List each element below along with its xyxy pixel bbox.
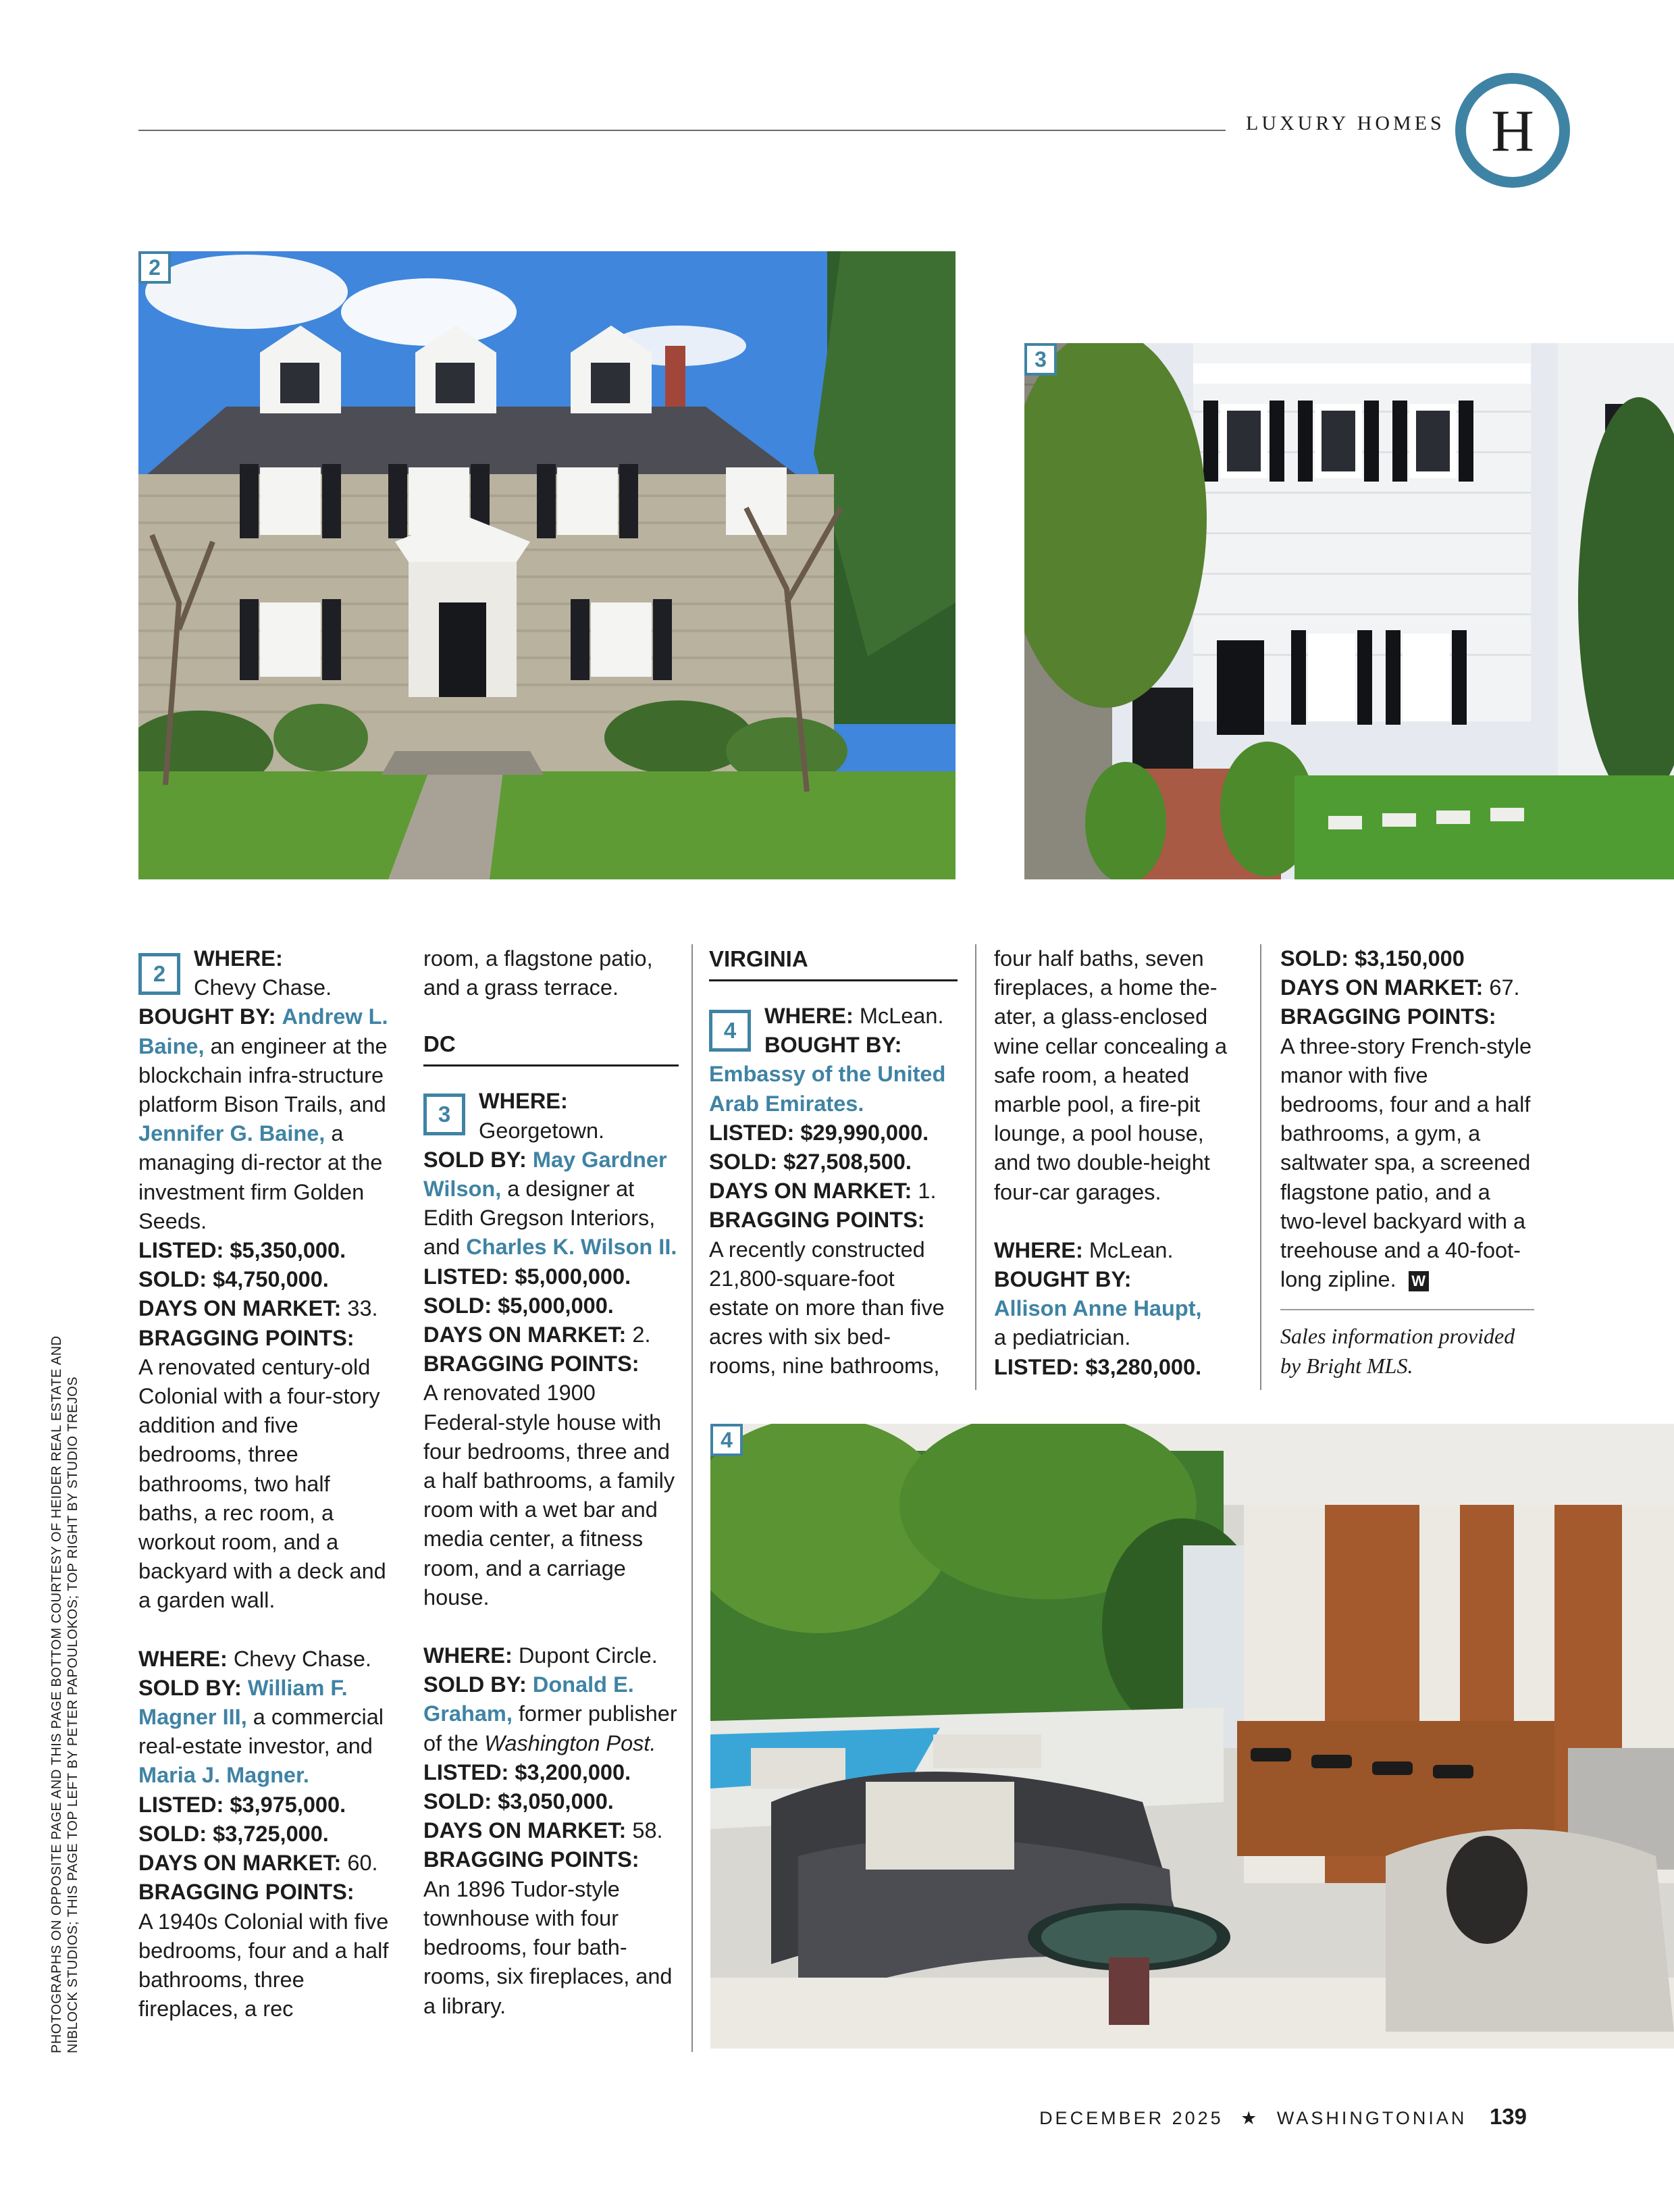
listing-column-1 <box>138 944 395 2024</box>
buyer-name: Embassy of the United Arab Emirates. <box>709 1062 946 1116</box>
sold-price: $5,000,000. <box>498 1293 614 1318</box>
star-separator: ★ <box>1240 2108 1260 2128</box>
label-where: WHERE: <box>994 1237 1083 1262</box>
seller-description: former publisher of the <box>423 1701 677 1755</box>
label-days-on-market: DAYS ON MARKET: <box>709 1179 912 1204</box>
label-bragging-points: BRAGGING POINTS: <box>423 1847 639 1872</box>
page-number: 139 <box>1489 2104 1527 2129</box>
listing-column-4 <box>994 944 1245 1382</box>
listing-column-5 <box>1280 944 1534 1381</box>
label-sold: SOLD: <box>138 1821 207 1846</box>
where-value: Chevy Chase. <box>194 975 332 1000</box>
label-days-on-market: DAYS ON MARKET: <box>423 1818 627 1843</box>
listed-price: $5,000,000. <box>515 1264 631 1289</box>
label-listed: LISTED: <box>138 1792 224 1817</box>
bragging-text: A renovated 1900 Federal-style house with four bedrooms, three and a half bathrooms, a family room with a wet bar and media center, a fitness room, and a carriage house. <box>423 1381 675 1610</box>
seller-name: Charles K. Wilson II. <box>466 1235 677 1260</box>
bragging-text-continued: room, a flagstone patio, and a grass terrace. <box>423 946 653 1000</box>
buyer-description: an engineer at the blockchain infra-structure platform Bison Trails, and <box>138 1033 388 1117</box>
label-bragging-points: BRAGGING POINTS: <box>709 1208 925 1233</box>
label-bought-by: BOUGHT BY: <box>994 1267 1132 1292</box>
label-days-on-market: DAYS ON MARKET: <box>138 1851 342 1876</box>
label-listed: LISTED: <box>994 1354 1080 1379</box>
seller-description: a designer at Edith Gregson Interiors, and <box>423 1177 656 1260</box>
seller-name: Donald E. Graham, <box>423 1672 634 1726</box>
days-value: 33. <box>347 1296 378 1321</box>
label-bought-by: BOUGHT BY: <box>764 1033 902 1058</box>
days-value: 67. <box>1489 975 1520 1000</box>
label-sold: SOLD: <box>423 1293 492 1318</box>
listing-number-badge: 3 <box>423 1094 465 1135</box>
sold-price: $3,150,000 <box>1355 946 1465 971</box>
sold-price: $3,725,000. <box>213 1821 329 1846</box>
label-bragging-points: BRAGGING POINTS: <box>1280 1004 1496 1029</box>
listing-number-badge: 4 <box>709 1010 751 1052</box>
buyer-description: a managing di-rector at the investment firm Golden Seeds. <box>138 1121 383 1233</box>
where-value: McLean. <box>859 1004 944 1028</box>
label-where: WHERE: <box>423 1643 513 1668</box>
days-value: 1. <box>918 1179 937 1204</box>
article-end-mark: W <box>1409 1271 1429 1291</box>
days-value: 2. <box>632 1322 651 1347</box>
region-heading-virginia: VIRGINIA <box>709 944 958 981</box>
label-bragging-points: BRAGGING POINTS: <box>138 1325 355 1350</box>
photo-white-townhouse <box>1024 343 1674 879</box>
photo-credit: PHOTOGRAPHS ON OPPOSITE PAGE AND THIS PAGE BOTTOM COURTESY OF HEIDER REAL ESTATE AND NIBLOCK STUDIOS; THIS PAGE TOP LEFT BY PETER PAPOULOKOS; TOP RIGHT BY STUDIO TREJOS <box>49 1335 80 2053</box>
buyer-name: Allison Anne Haupt, <box>994 1296 1202 1321</box>
photo-number-badge: 3 <box>1024 343 1057 376</box>
buyer-description: a pediatrician. <box>994 1325 1131 1350</box>
photo-number-badge: 2 <box>138 251 171 284</box>
section-label: LUXURY HOMES <box>1246 112 1445 134</box>
buyer-name: Andrew L. Baine, <box>138 1004 388 1058</box>
label-days-on-market: DAYS ON MARKET: <box>138 1296 342 1321</box>
publication-name: Washington Post. <box>484 1730 656 1755</box>
issue-date: DECEMBER 2025 <box>1039 2108 1224 2128</box>
listed-price: $3,280,000. <box>1085 1354 1202 1379</box>
bragging-text: A three-story French-style manor with five bedrooms, four and a half bathrooms, a gym, a saltwater spa, a screened flagstone patio, and a two-level backyard with a treehouse and a 40-foot-long zipline. <box>1280 1033 1532 1292</box>
listed-price: $5,350,000. <box>230 1238 346 1263</box>
label-sold: SOLD: <box>1280 946 1349 971</box>
region-heading-dc: DC <box>423 1029 679 1066</box>
listing-column-3 <box>709 944 958 1381</box>
label-sold: SOLD: <box>138 1267 207 1292</box>
logo-badge <box>1455 73 1570 188</box>
bragging-text: A 1940s Colonial with five bedrooms, four and a half bathrooms, three fireplaces, a rec <box>138 1909 389 2022</box>
bragging-text: A recently constructed 21,800-square-foot estate on more than five acres with six bed-rooms, nine bathrooms, <box>709 1237 945 1379</box>
where-value: McLean. <box>1089 1237 1174 1262</box>
days-value: 60. <box>347 1851 378 1876</box>
listed-price: $3,975,000. <box>230 1792 346 1817</box>
column-divider <box>1260 944 1261 1390</box>
where-value: Chevy Chase. <box>233 1646 371 1671</box>
sold-price: $3,050,000. <box>498 1789 614 1814</box>
label-listed: LISTED: <box>423 1264 509 1289</box>
label-sold-by: SOLD BY: <box>138 1675 242 1700</box>
label-listed: LISTED: <box>709 1120 795 1145</box>
label-listed: LISTED: <box>138 1238 224 1263</box>
label-where: WHERE: <box>479 1089 568 1114</box>
sales-information-note: Sales information provided by Bright MLS. <box>1280 1324 1515 1379</box>
photo-colonial-house <box>138 251 956 879</box>
magazine-name: WASHINGTONIAN <box>1276 2108 1467 2128</box>
seller-name: May Gardner Wilson, <box>423 1147 667 1202</box>
label-sold-by: SOLD BY: <box>423 1672 527 1697</box>
sold-price: $4,750,000. <box>213 1267 329 1292</box>
label-sold: SOLD: <box>423 1789 492 1814</box>
logo-letter: H <box>1491 99 1534 164</box>
label-listed: LISTED: <box>423 1759 509 1784</box>
seller-name: Maria J. Magner. <box>138 1763 309 1788</box>
listing-column-2 <box>423 944 679 2021</box>
label-where: WHERE: <box>194 946 283 971</box>
listed-price: $29,990,000. <box>800 1120 929 1145</box>
column-divider <box>975 944 976 1390</box>
bragging-text: An 1896 Tudor-style townhouse with four bedrooms, four bath-rooms, six fireplaces, and a library. <box>423 1876 673 2018</box>
page-footer <box>1039 2104 1527 2130</box>
label-days-on-market: DAYS ON MARKET: <box>1280 975 1484 1000</box>
label-bought-by: BOUGHT BY: <box>138 1004 276 1029</box>
bragging-text-continued: four half baths, seven fireplaces, a home the-ater, a glass-enclosed wine cellar concealing a safe room, a heated marble pool, a fire-pit lounge, a pool house, and two double-height four-car garages. <box>994 946 1228 1204</box>
column-divider <box>691 944 693 2052</box>
label-bragging-points: BRAGGING POINTS: <box>138 1880 355 1905</box>
buyer-name: Jennifer G. Baine, <box>138 1121 325 1146</box>
seller-name: William F. Magner III, <box>138 1675 348 1730</box>
where-value: Georgetown. <box>479 1118 605 1143</box>
listing-number-badge: 2 <box>138 953 180 995</box>
label-sold-by: SOLD BY: <box>423 1147 527 1172</box>
header-rule <box>138 130 1226 131</box>
label-where: WHERE: <box>764 1004 854 1028</box>
days-value: 58. <box>632 1818 663 1843</box>
sold-price: $27,508,500. <box>783 1150 912 1175</box>
listed-price: $3,200,000. <box>515 1759 631 1784</box>
label-where: WHERE: <box>138 1646 228 1671</box>
bragging-text: A renovated century-old Colonial with a four-story addition and five bedrooms, three bathrooms, two half baths, a rec room, a workout room, and a backyard with a deck and a garden wall. <box>138 1354 386 1613</box>
photo-pool-house-interior <box>710 1424 1674 2049</box>
seller-description: a commercial real-estate investor, and <box>138 1705 384 1759</box>
where-value: Dupont Circle. <box>518 1643 658 1668</box>
label-days-on-market: DAYS ON MARKET: <box>423 1322 627 1347</box>
sales-note-rule <box>1280 1309 1534 1310</box>
label-bragging-points: BRAGGING POINTS: <box>423 1352 639 1377</box>
photo-number-badge: 4 <box>710 1424 743 1456</box>
label-sold: SOLD: <box>709 1150 778 1175</box>
